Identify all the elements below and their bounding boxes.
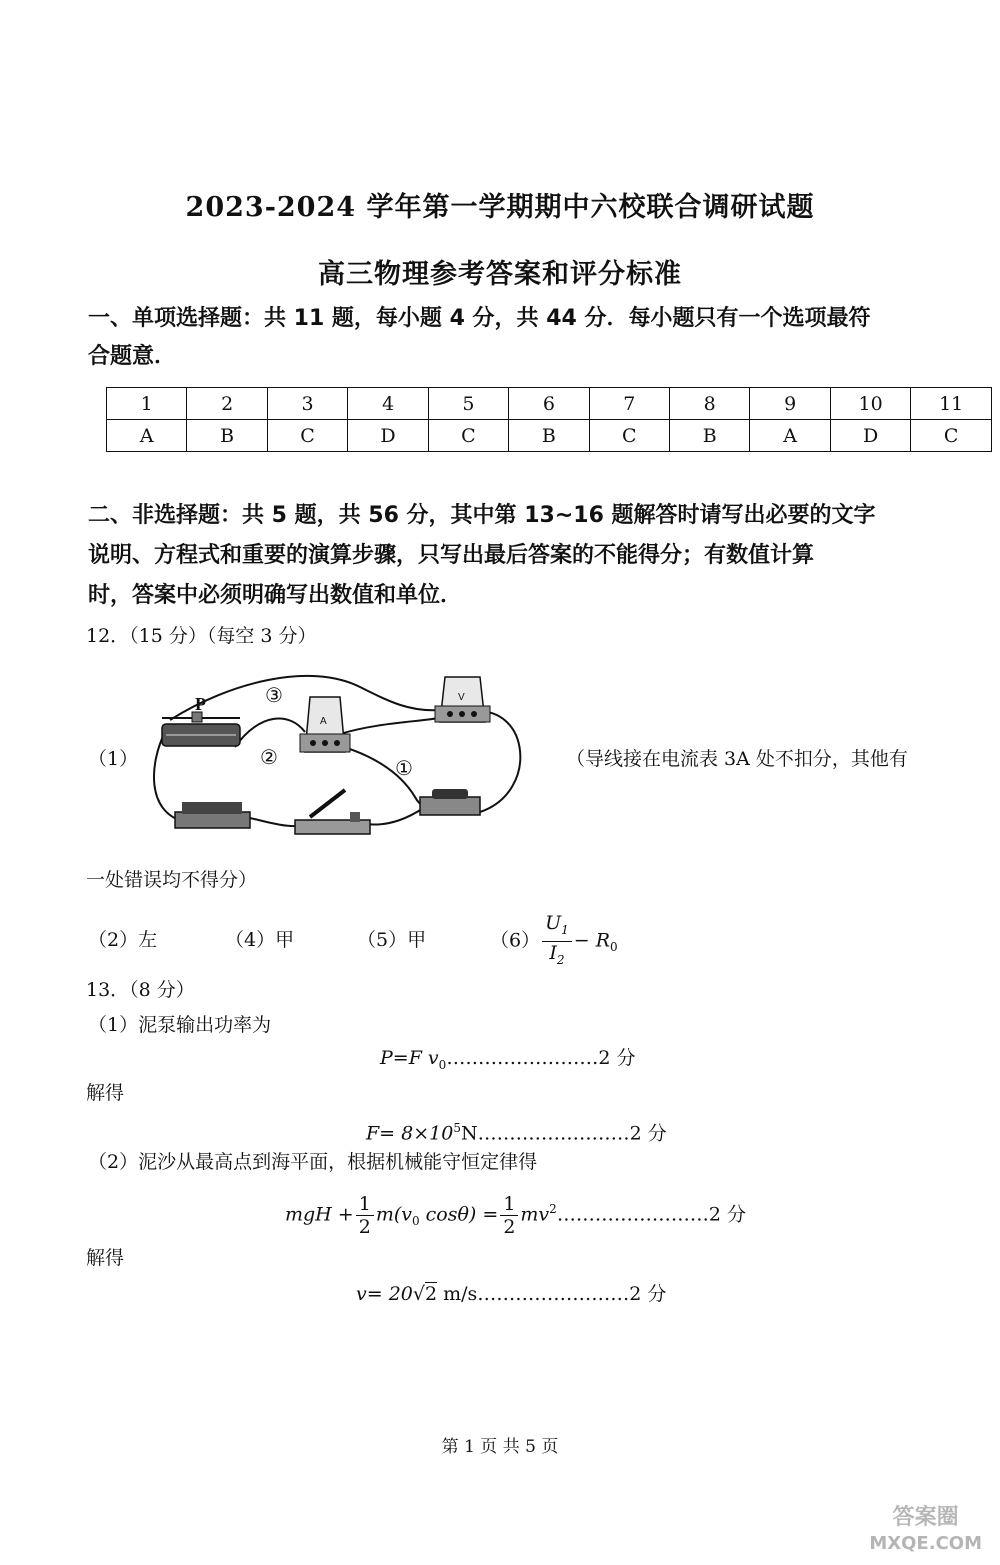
fraction-denominator: 2	[358, 1215, 371, 1238]
equation-text: m(v	[375, 1203, 412, 1226]
equation-unit: N	[460, 1122, 478, 1145]
equation-unit: m/s	[437, 1283, 478, 1305]
table-cell: 6	[509, 388, 589, 420]
denominator-subscript: 2	[556, 952, 565, 967]
q13-solve-2: 解得	[86, 1247, 125, 1269]
section1-line1: 一、单项选择题：共 11 题，每小题 4 分，共 44 分．每小题只有一个选项最符	[88, 306, 871, 331]
slider-label-p: P	[195, 694, 206, 714]
fraction-numerator: U	[545, 912, 562, 934]
q13-solve-1: 解得	[86, 1082, 125, 1104]
score-mark: ……………………2 分	[477, 1283, 667, 1305]
score-mark: ……………………2 分	[556, 1203, 746, 1226]
answer-table	[106, 387, 992, 452]
q12-part1-label: （1）	[88, 748, 139, 770]
watermark-line1: 答案圈	[892, 1505, 959, 1530]
equation-text: cosθ) =	[419, 1203, 499, 1226]
tail-subscript: 0	[610, 940, 618, 955]
table-cell: B	[187, 420, 267, 452]
answer-6-fraction	[542, 912, 572, 971]
q12-answer-6	[490, 912, 618, 974]
table-cell: A	[107, 420, 187, 452]
document-title: 2023-2024 学年第一学期期中六校联合调研试题	[185, 192, 815, 223]
q12-answer-5: （5）甲	[357, 929, 427, 951]
wire-label-2: ②	[260, 745, 278, 769]
table-cell: 3	[267, 388, 347, 420]
section1-heading	[88, 300, 871, 376]
table-cell: C	[428, 420, 508, 452]
q13-part2: （2）泥沙从最高点到海平面，根据机械能守恒定律得	[88, 1151, 538, 1173]
table-cell: 4	[348, 388, 428, 420]
q12-header: 12．（15 分）（每空 3 分）	[86, 625, 317, 647]
table-cell: 10	[830, 388, 911, 420]
table-cell: D	[830, 420, 911, 452]
equation-text: P=F v	[380, 1047, 439, 1069]
section2-line2: 说明、方程式和重要的演算步骤，只写出最后答案的不能得分；有数值计算	[88, 543, 815, 568]
table-cell: 2	[187, 388, 267, 420]
section2-heading	[88, 496, 876, 616]
table-cell: 1	[107, 388, 187, 420]
table-cell: A	[750, 420, 830, 452]
table-cell: 11	[911, 388, 992, 420]
score-mark: ……………………2 分	[446, 1047, 636, 1069]
table-cell: 5	[428, 388, 508, 420]
resistor-icon	[420, 789, 480, 815]
table-cell: C	[589, 420, 669, 452]
q13-equation-2	[366, 1114, 667, 1147]
equation-text: F= 8×10	[366, 1122, 454, 1145]
equation-exponent: 2	[549, 1202, 557, 1216]
table-cell: B	[509, 420, 589, 452]
equation-exponent: 5	[453, 1121, 461, 1135]
table-cell: B	[670, 420, 750, 452]
equation-text: mgH +	[285, 1203, 354, 1226]
q13-header: 13．（8 分）	[86, 979, 195, 1001]
section1-line2: 合题意．	[88, 344, 177, 369]
table-cell: D	[348, 420, 428, 452]
answer-6-label: （6）	[490, 929, 541, 952]
table-cell: C	[267, 420, 347, 452]
ammeter-icon	[300, 697, 350, 752]
switch-icon	[295, 790, 370, 834]
q12-answer-2: （2）左	[88, 929, 158, 951]
fraction-numerator: 1	[356, 1193, 374, 1216]
q12-note-line1: （导线接在电流表 3A 处不扣分，其他有	[566, 748, 908, 770]
numerator-subscript: 1	[561, 922, 569, 937]
answer-table-answer-row	[107, 420, 992, 452]
voltmeter-icon	[435, 677, 490, 722]
score-mark: ……………………2 分	[477, 1122, 667, 1145]
table-cell: 8	[670, 388, 750, 420]
fraction-denominator: 2	[503, 1215, 516, 1238]
half-fraction	[500, 1193, 518, 1238]
half-fraction	[356, 1193, 374, 1238]
ammeter-label: A	[320, 716, 327, 727]
equation-subscript: 0	[411, 1214, 420, 1229]
circuit-diagram	[140, 672, 530, 842]
rheostat-icon	[162, 712, 240, 746]
voltmeter-label: V	[458, 692, 465, 703]
watermark-logo	[869, 1505, 982, 1557]
document-subtitle: 高三物理参考答案和评分标准	[318, 259, 682, 290]
table-cell: C	[911, 420, 992, 452]
answer-6-tail: − R	[573, 929, 611, 952]
q13-part1: （1）泥泵输出功率为	[88, 1014, 272, 1036]
section2-line3: 时，答案中必须明确写出数值和单位．	[88, 583, 463, 608]
equation-text: v= 20	[356, 1283, 413, 1305]
q12-note-line2: 一处错误均不得分）	[86, 869, 258, 891]
table-cell: 7	[589, 388, 669, 420]
wire-label-1: ①	[395, 756, 413, 780]
equation-subscript: 0	[438, 1057, 447, 1072]
wire-label-3: ③	[265, 683, 283, 707]
sqrt-radicand: 2	[424, 1283, 438, 1305]
answer-table-number-row	[107, 388, 992, 420]
q13-equation-3	[285, 1182, 746, 1248]
watermark-line2: MXQE.COM	[869, 1533, 982, 1554]
section2-line1: 二、非选择题：共 5 题，共 56 分，其中第 13~16 题解答时请写出必要的文字	[88, 503, 876, 528]
sqrt-symbol: √	[412, 1283, 425, 1305]
q13-equation-1	[380, 1044, 635, 1079]
page-footer: 第 1 页 共 5 页	[441, 1437, 559, 1457]
q12-answer-4: （4）甲	[225, 929, 295, 951]
fraction-numerator: 1	[500, 1193, 518, 1216]
battery-icon	[175, 802, 250, 828]
table-cell: 9	[750, 388, 830, 420]
equation-text: mv	[520, 1203, 550, 1226]
fraction-denominator: I	[549, 941, 557, 964]
q13-equation-4	[356, 1280, 666, 1308]
